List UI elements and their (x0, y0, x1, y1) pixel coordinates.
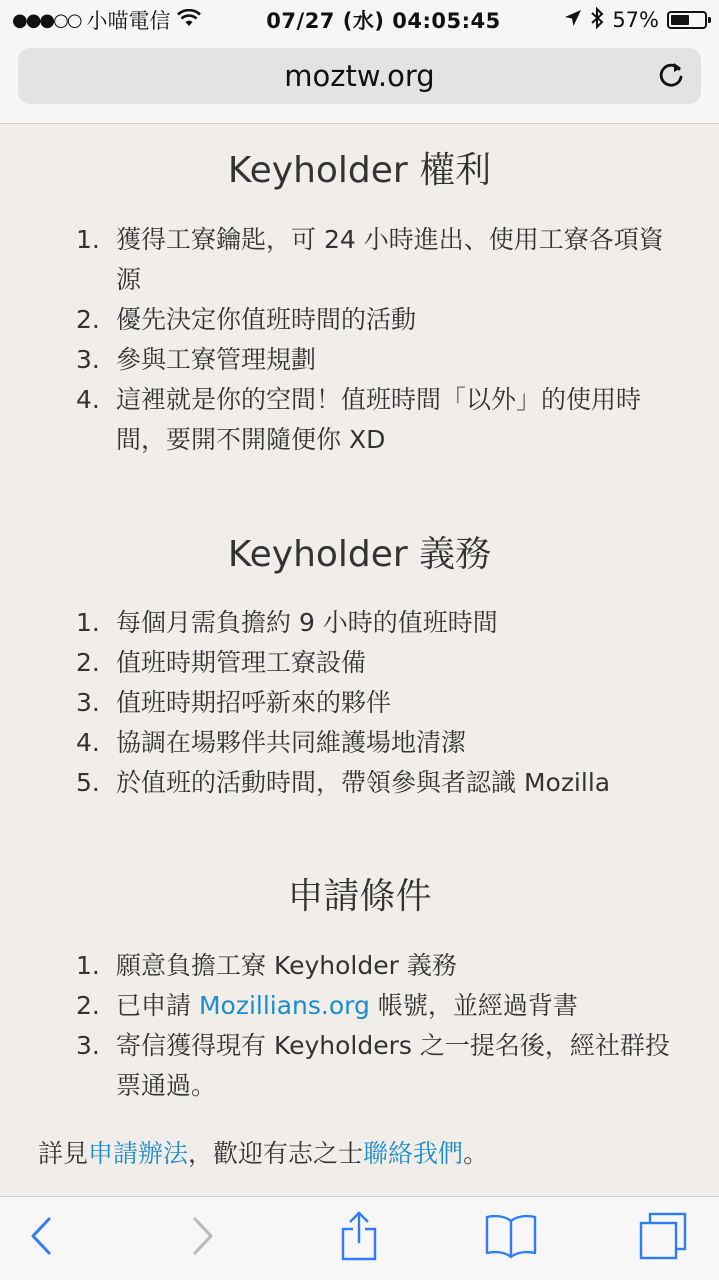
list-item: 3. 參與工寮管理規劃 (76, 345, 317, 374)
section-title-requirements: 申請條件 (287, 876, 432, 917)
list-item: 5. 於值班的活動時間，帶領參與者認識 Mozilla (76, 768, 611, 797)
rights-list (70, 220, 685, 460)
browser-toolbar (0, 1196, 719, 1280)
back-icon (29, 1216, 53, 1260)
carrier-name: 小喵電信 (86, 9, 171, 33)
list-item: 2. 值班時期管理工寮設備 (76, 648, 367, 677)
address-bar[interactable] (18, 48, 701, 104)
application-method-link[interactable]: 申請辦法 (88, 1139, 189, 1168)
url-text: moztw.org (284, 59, 435, 93)
share-button[interactable] (334, 1213, 384, 1263)
bookmarks-icon (485, 1213, 537, 1263)
tabs-button[interactable] (638, 1213, 688, 1263)
list-item: 2. 優先決定你值班時間的活動 (76, 305, 417, 334)
tabs-icon (638, 1211, 688, 1265)
section-title-rights: Keyholder 權利 (227, 150, 492, 191)
forward-button[interactable] (178, 1213, 228, 1263)
bookmarks-button[interactable] (486, 1213, 536, 1263)
status-bar (0, 0, 719, 40)
forward-icon (191, 1216, 215, 1260)
list-item: 1. 願意負擔工寮 Keyholder 義務 (76, 951, 457, 980)
browser-header (0, 40, 719, 124)
list-item: 3. 寄信獲得現有 Keyholders 之一提名後，經社群投票通過。 (76, 1031, 670, 1100)
page-content (0, 124, 719, 1196)
share-icon (339, 1211, 379, 1265)
contact-us-link[interactable]: 聯絡我們 (363, 1139, 464, 1168)
status-time: 07/27 (水) 04:05:45 (266, 9, 501, 33)
list-item: 4. 這裡就是你的空間！值班時間「以外」的使用時間，要開不開隨便你 XD (76, 385, 642, 454)
signal-strength: ●●●○○ (12, 9, 81, 31)
duties-list (70, 603, 685, 803)
battery-level (671, 15, 689, 25)
list-item: 2. 已申請 Mozillians.org 帳號，並經過背書 (76, 991, 578, 1020)
list-item: 3. 值班時期招呼新來的夥伴 (76, 688, 392, 717)
requirements-list (70, 946, 685, 1106)
back-button[interactable] (16, 1213, 66, 1263)
location-arrow-icon (564, 8, 582, 32)
mozillians-link[interactable]: Mozillians.org (198, 991, 370, 1020)
battery-percent: 57% (612, 8, 659, 32)
bluetooth-icon (590, 7, 604, 34)
wifi-icon (177, 8, 201, 32)
reload-icon[interactable] (655, 60, 687, 92)
list-item: 1. 獲得工寮鑰匙，可 24 小時進出、使用工寮各項資源 (76, 225, 664, 294)
footer-text: 詳見申請辦法，歡迎有志之士聯絡我們。 (38, 1139, 489, 1168)
list-item: 1. 每個月需負擔約 9 小時的值班時間 (76, 608, 498, 637)
section-title-duties: Keyholder 義務 (227, 534, 492, 575)
list-item: 4. 協調在場夥伴共同維護場地清潔 (76, 728, 467, 757)
battery-icon (667, 11, 707, 29)
